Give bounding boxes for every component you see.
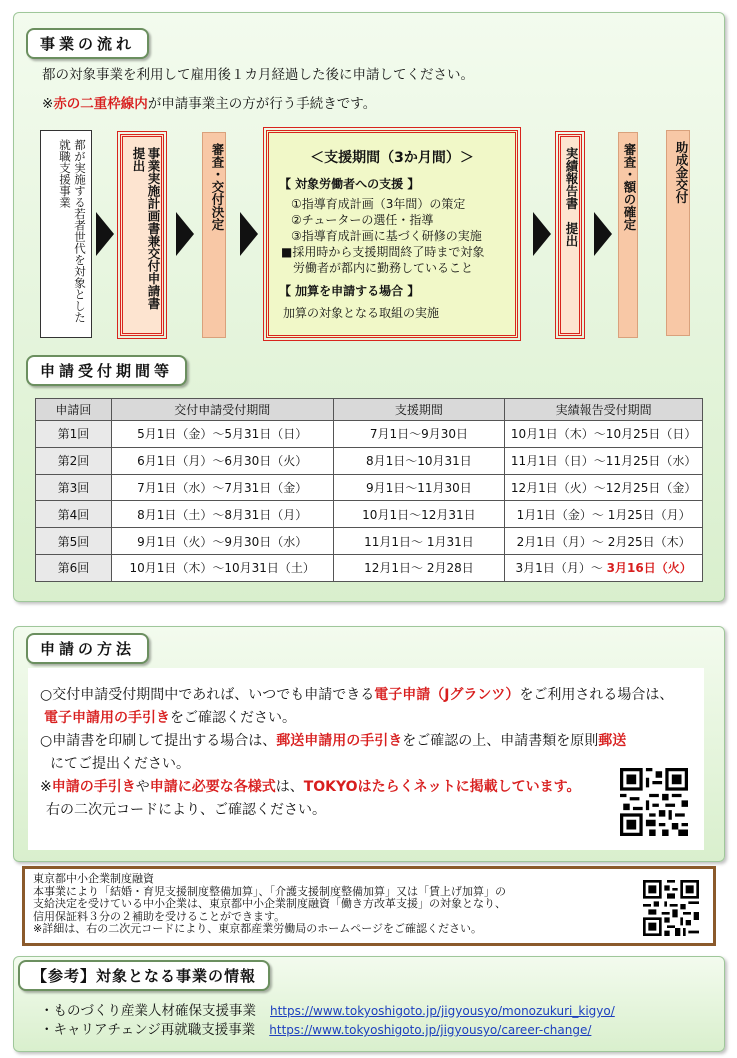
jgrants-link-text: 電子申請（Jグランツ） bbox=[374, 687, 520, 703]
column-header: 実績報告受付期間 bbox=[505, 399, 703, 421]
method-line: ○申請書を印刷して提出する場合は、郵送申請用の手引きをご確認の上、申請書類を原則郵送 bbox=[40, 733, 627, 749]
table-row bbox=[36, 554, 703, 581]
support-title: ＜支援期間（3か月間）＞ bbox=[310, 150, 474, 166]
support-period-cell: 12月1日～ 2月28日 bbox=[333, 554, 505, 581]
schedule-heading: 申請受付期間等 bbox=[26, 355, 187, 386]
support-extra: 加算の対象となる取組の実施 bbox=[283, 306, 440, 320]
table-row bbox=[36, 447, 703, 474]
round-cell: 第3回 bbox=[36, 474, 112, 501]
round-cell: 第2回 bbox=[36, 447, 112, 474]
reference-link[interactable]: https://www.tokyoshigoto.jp/jigyousyo/career-change/ bbox=[269, 1023, 592, 1037]
support-item: ③指導育成計画に基づく研修の実施 bbox=[291, 229, 482, 243]
column-header: 支援期間 bbox=[333, 399, 505, 421]
support-subheading: 【 加算を申請する場合 】 bbox=[279, 284, 420, 298]
reference-item bbox=[40, 999, 615, 1019]
online-guide-text: 電子申請用の手引き bbox=[44, 710, 170, 726]
step-grant: 助成金交付 bbox=[666, 130, 690, 336]
qr-code-icon[interactable] bbox=[643, 880, 699, 936]
reference-label: ・ものづくり産業人材確保支援事業 bbox=[40, 1003, 256, 1019]
support-period-cell: 7月1日～9月30日 bbox=[333, 421, 505, 448]
support-item: ②チューターの選任・指導 bbox=[291, 213, 434, 227]
application-period-cell: 9月1日（火）～9月30日（水） bbox=[111, 528, 333, 555]
reference-link[interactable]: https://www.tokyoshigoto.jp/jigyousyo/monozukuri_kigyo/ bbox=[270, 1004, 615, 1018]
mail-guide-text: 郵送申請用の手引き bbox=[276, 733, 403, 749]
table-row bbox=[36, 528, 703, 555]
application-period-cell: 6月1日（月）～6月30日（火） bbox=[111, 447, 333, 474]
support-period-box bbox=[266, 130, 518, 338]
report-period-cell: 12月1日（火）～12月25日（金） bbox=[505, 474, 703, 501]
support-period-cell: 9月1日～11月30日 bbox=[333, 474, 505, 501]
application-period-cell: 8月1日（土）～8月31日（月） bbox=[111, 501, 333, 528]
round-cell: 第4回 bbox=[36, 501, 112, 528]
table-row bbox=[36, 501, 703, 528]
support-period-cell: 10月1日～12月31日 bbox=[333, 501, 505, 528]
finance-line: 本事業により「結婚・育児支援制度整備加算」、「介護支援制度整備加算」又は「賃上げ加算」の bbox=[33, 884, 506, 898]
method-line: ○交付申請受付期間中であれば、いつでも申請できる電子申請（Jグランツ）をご利用される場合は、 bbox=[40, 687, 674, 703]
step-review-decision: 審査・交付決定 bbox=[202, 132, 226, 338]
schedule-table bbox=[35, 398, 703, 582]
flow-note: ※赤の二重枠線内が申請事業主の方が行う手続きです。 bbox=[42, 96, 377, 112]
report-period-start: 3月1日（月）～ bbox=[515, 561, 607, 576]
finance-line: 信用保証料３分の２補助を受けることができます。 bbox=[33, 909, 286, 923]
method-line: にてご提出ください。 bbox=[50, 756, 190, 772]
method-text-box bbox=[28, 668, 704, 850]
arrow-icon bbox=[594, 212, 612, 256]
column-header: 交付申請受付期間 bbox=[111, 399, 333, 421]
application-period-cell: 5月1日（金）～5月31日（日） bbox=[111, 421, 333, 448]
application-period-cell: 10月1日（木）～10月31日（土） bbox=[111, 554, 333, 581]
support-item: 労働者が都内に勤務していること bbox=[281, 261, 474, 275]
round-cell: 第6回 bbox=[36, 554, 112, 581]
support-period-cell: 8月1日～10月31日 bbox=[333, 447, 505, 474]
report-period-cell: 1月1日（金）～ 1月25日（月） bbox=[505, 501, 703, 528]
support-item: ①指導育成計画（3年間）の策定 bbox=[291, 197, 466, 211]
report-deadline: 3月16日（火） bbox=[606, 561, 692, 576]
application-period-cell: 7月1日（水）～7月31日（金） bbox=[111, 474, 333, 501]
method-line: 電子申請用の手引きをご確認ください。 bbox=[44, 710, 296, 726]
step-target-program: 都が実施する若者世代を対象とした就職支援事業 bbox=[40, 130, 92, 338]
report-period-cell: 2月1日（月）～ 2月25日（木） bbox=[505, 528, 703, 555]
reference-label: ・キャリアチェンジ再就職支援事業 bbox=[40, 1022, 256, 1038]
report-period-cell: 10月1日（木）～10月25日（日） bbox=[505, 421, 703, 448]
table-row bbox=[36, 474, 703, 501]
qr-code-icon[interactable] bbox=[620, 768, 688, 836]
support-period-cell: 11月1日～ 1月31日 bbox=[333, 528, 505, 555]
flow-intro: 都の対象事業を利用して雇用後１カ月経過した後に申請してください。 bbox=[42, 67, 474, 83]
flow-heading: 事業の流れ bbox=[26, 28, 149, 59]
round-cell: 第5回 bbox=[36, 528, 112, 555]
finance-box bbox=[22, 866, 716, 946]
method-line: 右の二次元コードにより、ご確認ください。 bbox=[46, 802, 326, 818]
reference-heading: 【参考】対象となる事業の情報 bbox=[18, 960, 270, 991]
step-amount-confirm: 審査・額の確定 bbox=[618, 132, 638, 338]
step-report-submit: 実績報告書 提出 bbox=[558, 134, 582, 336]
reference-item bbox=[40, 1018, 591, 1038]
round-cell: 第1回 bbox=[36, 421, 112, 448]
report-period-cell: 11月1日（日）～11月25日（水） bbox=[505, 447, 703, 474]
arrow-icon bbox=[96, 212, 114, 256]
report-period-cell bbox=[505, 554, 703, 581]
finance-line: 支給決定を受けている中小企業は、東京都中小企業制度融資「働き方改革支援」の対象となり、 bbox=[33, 897, 506, 910]
table-row bbox=[36, 421, 703, 448]
step-plan-submit: 事業実施計画書兼交付申請書 提出 bbox=[120, 134, 164, 336]
method-line: ※申請の手引きや申請に必要な各様式は、TOKYOはたらくネットに掲載しています。 bbox=[40, 779, 581, 795]
method-heading: 申請の方法 bbox=[26, 633, 149, 664]
support-item: ■採用時から支援期間終了時まで対象 bbox=[281, 245, 485, 259]
arrow-icon bbox=[240, 212, 258, 256]
finance-line: ※詳細は、右の二次元コードにより、東京都産業労働局のホームページをご確認ください。 bbox=[33, 922, 482, 935]
support-subheading: 【 対象労働者への支援 】 bbox=[279, 177, 420, 191]
table-header-row bbox=[36, 399, 703, 421]
finance-title: 東京都中小企業制度融資 bbox=[33, 872, 154, 885]
arrow-icon bbox=[176, 212, 194, 256]
column-header: 申請回 bbox=[36, 399, 112, 421]
arrow-icon bbox=[533, 212, 551, 256]
